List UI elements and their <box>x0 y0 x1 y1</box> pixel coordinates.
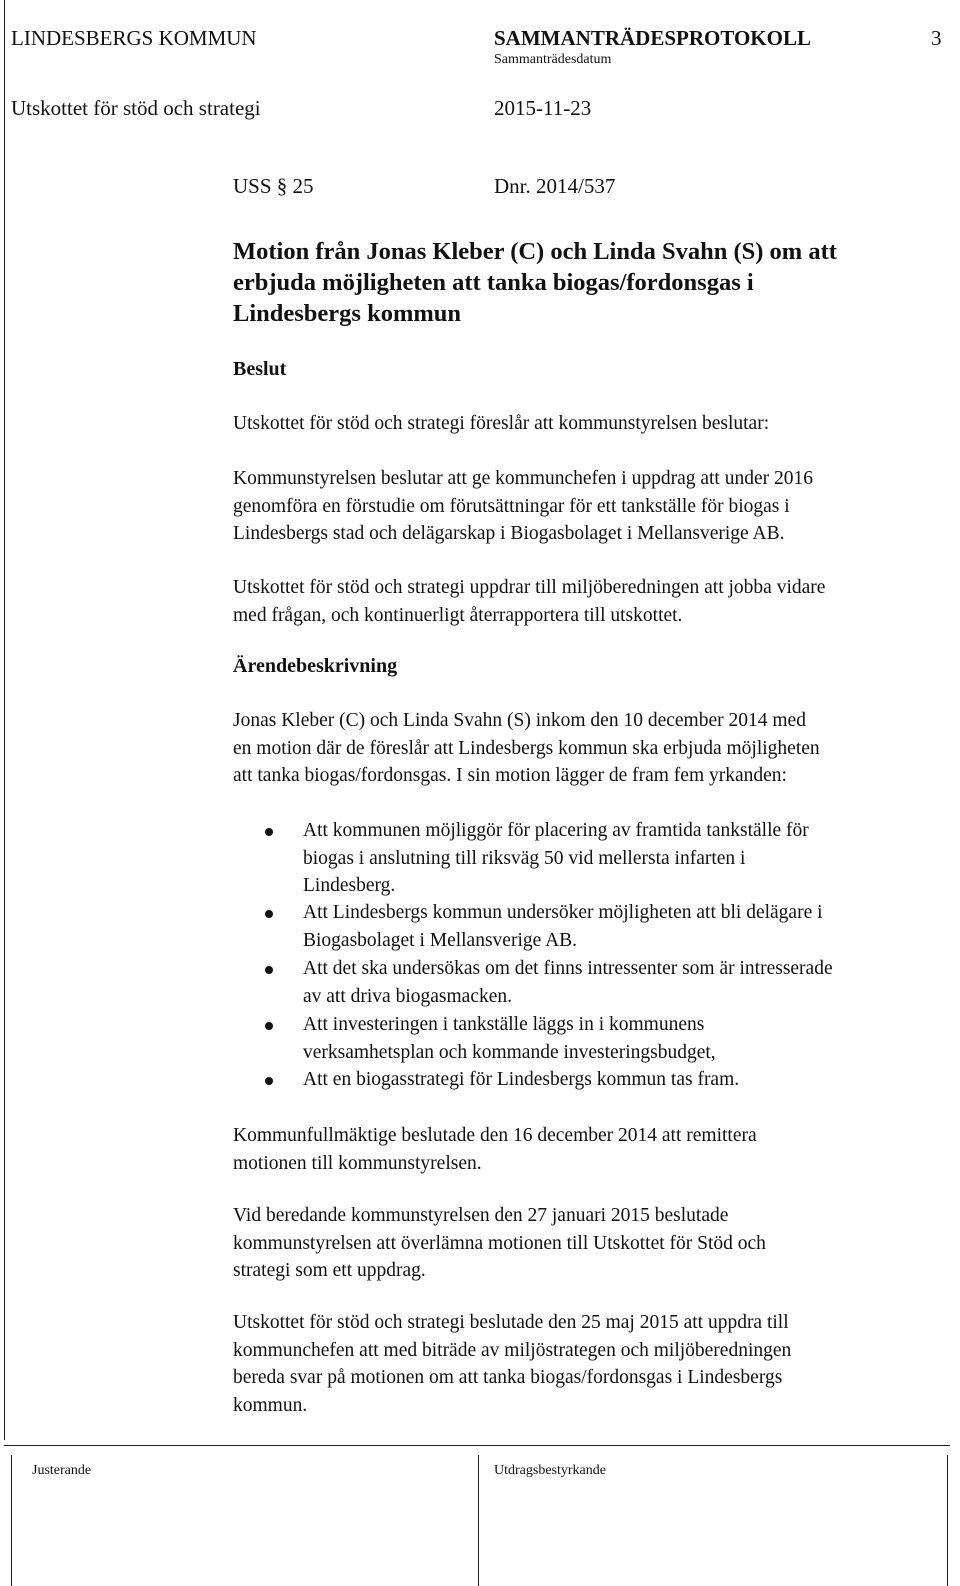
bullet-dot <box>265 1077 273 1085</box>
description-paragraph-4: Utskottet för stöd och strategi beslutade den 25 maj 2015 att uppdra till kommunchefen att med biträde av miljöstrategen och miljöberedningen bereda svar på motionen om att tanka biogas/fordonsgas i Lindesbergs kommun. <box>233 1312 792 1416</box>
list-item: Att en biogasstrategi för Lindesbergs kommun tas fram. <box>303 1069 740 1090</box>
meeting-date: 2015-11-23 <box>494 96 592 120</box>
bullet-dot <box>265 828 273 836</box>
title-line: Lindesbergs kommun <box>233 300 462 327</box>
doc-type: SAMMANTRÄDESPROTOKOLL <box>494 26 811 50</box>
paragraph-number: 25 <box>292 174 314 198</box>
list-item: Att investeringen i tankställe läggs in i kommunens verksamhetsplan och kommande investeringsbudget, <box>303 1014 716 1063</box>
list-item: Att kommunen möjliggör för placering av framtida tankställe för biogas i anslutning till riksväg 50 vid mellersta infarten i Lindesberg. <box>303 820 809 896</box>
description-paragraph-1: Jonas Kleber (C) och Linda Svahn (S) inkom den 10 december 2014 med en motion där de föreslår att Lindesbergs kommun ska erbjuda möjligheten att tanka biogas/fordonsgas. I sin motion lägger de fram fem yrkanden: <box>233 710 820 786</box>
left-footer-margin-line <box>11 1455 12 1586</box>
footer-top-line <box>4 1445 950 1446</box>
bullet-dot <box>265 966 273 974</box>
paragraph-symbol: § <box>276 174 288 198</box>
right-margin-line <box>947 1455 948 1586</box>
description-heading: Ärendebeskrivning <box>233 655 398 677</box>
footer-justerande: Justerande <box>32 1463 92 1478</box>
list-item: Att det ska undersökas om det finns intressenter som är intresserade av att driva biogasmacken. <box>303 958 833 1007</box>
title-line: erbjuda möjligheten att tanka biogas/fordonsgas i <box>233 269 754 296</box>
paragraph-prefix: USS <box>233 174 272 198</box>
committee-name: Utskottet för stöd och strategi <box>11 96 261 120</box>
paragraph-ref <box>233 174 314 199</box>
footer-utdragsbestyrkande: Utdragsbestyrkande <box>494 1463 606 1478</box>
dnr: Dnr. 2014/537 <box>494 174 616 198</box>
page-number: 3 <box>931 26 942 50</box>
decision-paragraph-2: Utskottet för stöd och strategi uppdrar till miljöberedningen att jobba vidare med frågan, och kontinuerligt återrapportera till utskottet. <box>233 577 826 626</box>
description-paragraph-2: Kommunfullmäktige beslutade den 16 december 2014 att remittera motionen till kommunstyrelsen. <box>233 1125 757 1174</box>
motion-title <box>233 236 933 329</box>
title-line: Motion från Jonas Kleber (C) och Linda Svahn (S) om att <box>233 238 837 265</box>
list-item: Att Lindesbergs kommun undersöker möjligheten att bli delägare i Biogasbolaget i Mellansverige AB. <box>303 902 823 951</box>
description-paragraph-3: Vid beredande kommunstyrelsen den 27 januari 2015 beslutade kommunstyrelsen att överlämna motionen till Utskottet för Stöd och strategi som ett uppdrag. <box>233 1205 766 1281</box>
bullet-dot <box>265 1022 273 1030</box>
date-label: Sammanträdesdatum <box>494 52 612 67</box>
decision-heading: Beslut <box>233 358 287 380</box>
decision-paragraph-1: Kommunstyrelsen beslutar att ge kommunchefen i uppdrag att under 2016 genomföra en förstudie om förutsättningar för ett tankställe för biogas i Lindesbergs stad och delägarskap i Biogasbolaget i Mellansverige AB. <box>233 468 813 544</box>
bullet-dot <box>265 910 273 918</box>
decision-intro: Utskottet för stöd och strategi föreslår att kommunstyrelsen beslutar: <box>233 413 770 434</box>
left-margin-line <box>4 0 5 1440</box>
org-name: LINDESBERGS KOMMUN <box>11 26 257 50</box>
footer-divider-line <box>478 1455 479 1586</box>
